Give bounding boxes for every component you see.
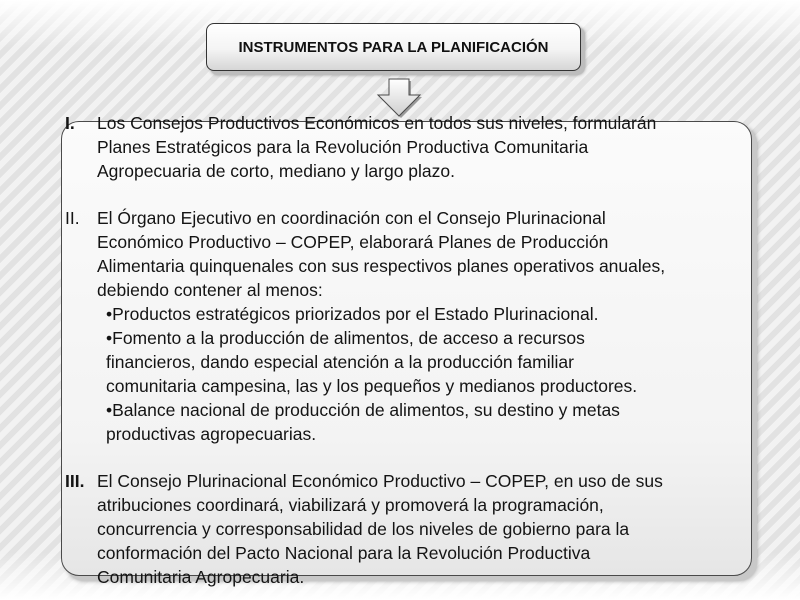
list-item-1 <box>60 111 760 183</box>
bullet-line: •Productos estratégicos priorizados por el Estado Plurinacional. <box>106 304 599 324</box>
bullet-line: •Balance nacional de producción de alimentos, su destino y metas <box>106 400 620 420</box>
list-item-2 <box>60 206 760 446</box>
bullet-line: •Fomento a la producción de alimentos, de acceso a recursos <box>106 328 585 348</box>
item-text-line: Los Consejos Productivos Económicos en todos sus niveles, formularán <box>97 113 657 133</box>
list-item-3 <box>60 469 760 589</box>
item-text-line: Agropecuaria de corto, mediano y largo plazo. <box>97 161 455 181</box>
content-text <box>60 111 760 589</box>
bullet-line: productivas agropecuarias. <box>106 424 317 444</box>
item-text-line: Alimentaria quinquenales con sus respectivos planes operativos anuales, <box>97 256 666 276</box>
item-number: III. <box>65 471 85 491</box>
spacer <box>60 446 760 469</box>
item-text-line: atribuciones coordinará, viabilizará y promoverá la programación, <box>97 495 604 515</box>
item-text-line: Planes Estratégicos para la Revolución Productiva Comunitaria <box>97 137 589 157</box>
item-text-line: conformación del Pacto Nacional para la Revolución Productiva <box>97 543 591 563</box>
item-text-line: El Consejo Plurinacional Económico Productivo – COPEP, en uso de sus <box>97 471 663 491</box>
item-number: I. <box>65 113 75 133</box>
item-text-line: El Órgano Ejecutivo en coordinación con el Consejo Plurinacional <box>97 208 606 228</box>
title-box <box>206 23 581 71</box>
item-text-line: Comunitaria Agropecuaria. <box>97 567 305 587</box>
item-text-line: debiendo contener al menos: <box>97 280 323 300</box>
item-text-line: Económico Productivo – COPEP, elaborará Planes de Producción <box>97 232 609 252</box>
item-text-line: concurrencia y corresponsabilidad de los niveles de gobierno para la <box>97 519 630 539</box>
spacer <box>60 183 760 206</box>
bullet-line: financieros, dando especial atención a la producción familiar <box>106 352 574 372</box>
item-number: II. <box>65 208 80 228</box>
slide-title: INSTRUMENTOS PARA LA PLANIFICACIÓN <box>238 38 549 56</box>
bullet-line: comunitaria campesina, las y los pequeños y medianos productores. <box>106 376 638 396</box>
